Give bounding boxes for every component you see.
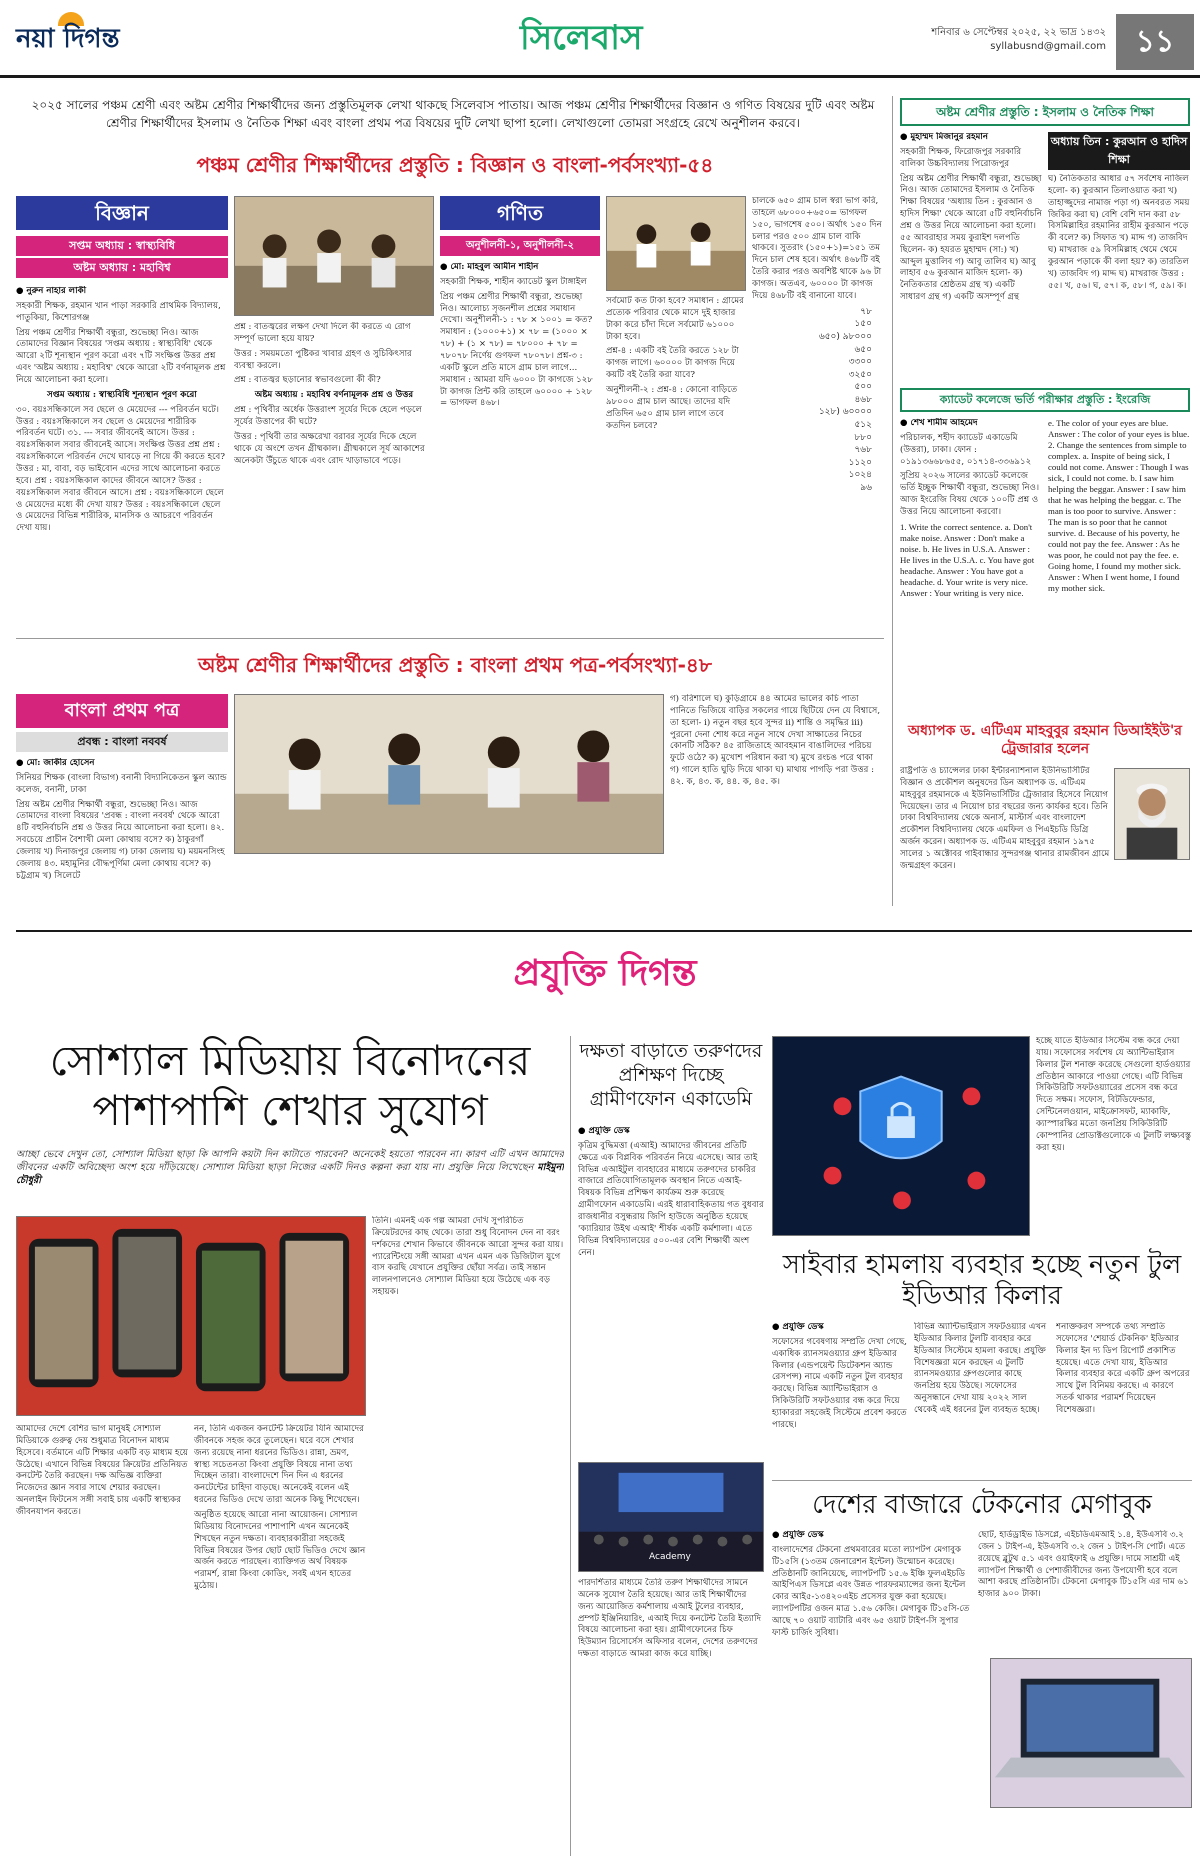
social-media-col1	[16, 1424, 188, 1856]
science-article	[16, 286, 228, 626]
cyber-body-2: বিভিন্ন অ্যান্টিভাইরাস সফটওয়্যার এখন ইডিআর কিলার টুলটি ব্যবহার করে ইডিআর সিস্টেমে হামলা করছে। প্রযুক্তি বিশেষজ্ঞরা মনে করছেন এ টুলটি র‍্যানসমওয়্যার গ্রুপগুলোর কাছে জনপ্রিয় হয়ে উঠছে। সফোসের অনুসন্ধানে দেখা যায় ২০২২ সাল থেকেই এই ধরনের টুল ব্যবহৃত হচ্ছে।	[914, 1322, 1047, 1416]
science-body: প্রিয় পঞ্চম শ্রেণীর শিক্ষার্থী বন্ধুরা, শুভেচ্ছা নিও। আজ তোমাদের বিজ্ঞান বিষয়ের 'সপ্তম অধ্যায় : স্বাস্থ্যবিধি' থেকে আরো ২টি শূন্যস্থান পূরণ করো এবং ৭টি সংক্ষিপ্ত উত্তর প্রশ্ন এবং 'অষ্টম অধ্যায় : মহাবিশ্ব' থেকে আরো ২টি বর্ণনামূলক প্রশ্ন নিয়ে আলোচনা করা হলো।	[16, 327, 226, 386]
gp-academy-headline: দক্ষতা বাড়াতে তরুণদের প্রশিক্ষণ দিচ্ছে গ্রামীণফোন একাডেমি	[579, 1040, 763, 1110]
islam-author-desc: সহকারী শিক্ষক, ফিরোজপুর সরকারি বালিকা উচ্চবিদ্যালয় পিরোজপুর	[900, 146, 1022, 169]
tecno-body: বাংলাদেশের টেকনো প্রথমবারের মতো ল্যাপটপ মেগাবুক টি১৫সি (১৩তম জেনারেশন ইন্টেল) উন্মোচন করেছে। প্রতিষ্ঠানটি জানিয়েছে, ল্যাপটপটি ১৫.৬ ইঞ্চি ফুলএইচডি আইপিএস ডিসপ্লে এবং উন্নত পারফরম্যান্সের জন্য ইন্টেল কোর আই৫-১৩৪২০এইচ প্রসেসর যুক্ত করা হয়েছে। ল্যাপটপটির ওজন মাত্র ১.৫৬ কেজি। মেগাবুক টি১৫সি-তে আছে ৭০ ওয়াট ব্যাটারি এবং ৬৫ ওয়াট টাইপ-সি সুপার ফাস্ট চার্জিং সুবিধা।	[772, 1544, 970, 1638]
treasurer-portrait	[1114, 768, 1190, 860]
gp-body: কৃত্রিম বুদ্ধিমত্তা (এআই) আমাদের জীবনের প্রতিটি ক্ষেত্রে এক বিপ্লবিক পরিবর্তন নিয়ে এসেছে। আর তাই বিভিন্ন এআইটুল ব্যবহারের মাধ্যমে তরুণদের চাকরির বাজারে প্রতিযোগিতামূলক অবস্থান নিতে এআই-বিষয়ক বিভিন্ন প্রশিক্ষণ কার্যক্রম শুরু করেছে গ্রামীণফোন একাডেমি। এরই ধারাবাহিকতায় গত বুধবার রাজধানীর বসুন্ধরায় জিপি হাউজে অনুষ্ঠিত হয়েছে 'ক্যারিয়ার উইথ এআই' শীর্ষক একটি কর্মশালা। এতে বিভিন্ন বিশ্ববিদ্যালয়ের ৫০০-এর বেশি শিক্ষার্থী অংশ নেন।	[578, 1140, 764, 1258]
page-number: ১১	[1116, 14, 1194, 70]
english-q2: e. The color of your eyes are blue. Answer : The color of your eyes is blue. 2. Change the sentences from simple to complex. a. Inspite of being sick, I could not come. Answer : Though I was sick, I could not come. b. I saw him helping the beggar. Answer : I saw him that he was helping the beggar. c. The man is too poor to survive. Answer : The man is so poor that he cannot survive. d. Because of his poverty, he could not pay the fee. Answer : As he was poor, he could not pay the fee. e. Going home, I found my mother sick. Answer : When I went home, I found my mother sick.	[1048, 418, 1190, 593]
cyber-body-3: শনাক্তকরণ সম্পর্কে তথ্য সম্প্রতি সফোসের 'শেয়ার্ড টেকনিক' ইডিআর কিলার ইন দ্য ডিপ রিপোর্ট প্রকাশিত হয়েছে। এতে দেখা যায়, ইডিআর কিলার ব্যবহার করে একটি গ্রুপ অপরের সাথে টুল বিনিময় করছে। এ কারণে সতর্ক থাকার পরামর্শ দিয়েছেন বিশেষজ্ঞরা।	[1056, 1322, 1190, 1416]
classroom-photo-illustration	[235, 197, 433, 315]
masthead	[0, 0, 1200, 78]
islam-title: অষ্টম শ্রেণীর প্রস্তুতি : ইসলাম ও নৈতিক শিক্ষা	[900, 98, 1190, 126]
cyber-article	[772, 1322, 908, 1474]
shield-lock-icon	[773, 1037, 1029, 1235]
science-author-desc: সহকারী শিক্ষক, রহমান খান পাড়া সরকারি প্রাথমিক বিদ্যালয়, পাতুকিয়া, কিশোরগঞ্জ	[16, 300, 221, 323]
cyber-body: সফোসের গবেষণায় সম্প্রতি দেখা গেছে, একাধিক র‍্যানসমওয়্যার গ্রুপ ইডিআর কিলার (এন্ডপয়েন্ট ডিটেকশন অ্যান্ড রেসপন্স) নামে একটি নতুন টুল ব্যবহার করছে। বিভিন্ন অ্যান্টিভাইরাস ও সিকিউরিটি সফটওয়্যার বন্ধ করে দিয়ে হ্যাকাররা সহজেই সিস্টেমে প্রবেশ করতে পারছে।	[772, 1336, 908, 1430]
islam-side: ঘ) নৈতিকতার আধার ৫৭ সর্বশেষ নাজিল হলো- ক) কুরআন তিলাওয়াত করা খ) তাহাজ্জুদের নামাজ পড়া গ) অনবরত সময় জিকির করা ঘ) বেশি বেশি দান করা ৫৮ বিসমিল্লাহির রহমানির রাহীম কুরআন পড়ে কী বলে? ক) সিফাত খ) মাদ্দ গ) তাজবিদ ঘ) মাখরাজ ৫৯ বিসমিল্লাহ থেমে থেমে কুরআন পড়াকে কী বলা হয়? ক) তারতিল খ) তাজবিদ গ) মাদ্দ ঘ) মাখরাজ উত্তর : ৫৫। খ, ৫৬। ঘ, ৫৭। ক, ৫৮। গ, ৫৯। ক।	[1048, 174, 1190, 291]
social-media-author: মাইমুনা চৌধুরী	[16, 1162, 564, 1187]
science-chapter-8: অষ্টম অধ্যায় : মহাবিশ্ব	[16, 258, 228, 278]
science-chapter-7: সপ্তম অধ্যায় : স্বাস্থ্যবিধি	[16, 236, 228, 256]
gp-academy-article	[578, 1126, 764, 1456]
cyber-headline: সাইবার হামলায় ব্যবহার হচ্ছে নতুন টুল ইডিআর কিলার	[782, 1250, 1182, 1312]
laptop-photo	[990, 1658, 1192, 1808]
english-title: ক্যাডেট কলেজে ভর্তি পরীক্ষার প্রস্তুতি : ইংরেজি	[900, 388, 1190, 412]
class8-bangla-title: অষ্টম শ্রেণীর শিক্ষার্থীদের প্রস্তুতি : বাংলা প্রথম পত্র-পর্বসংখ্যা-৪৮	[198, 653, 712, 677]
science-author: ● নুরুন নাহার লাকী	[16, 286, 87, 296]
intro-text: ২০২৫ সালের পঞ্চম শ্রেণী এবং অষ্টম শ্রেণীর শিক্ষার্থীদের জন্য প্রস্তুতিমূলক লেখা থাকছে সিলেবাস পাতায়। আজ পঞ্চম শ্রেণীর শিক্ষার্থীদের বিজ্ঞান ও গণিত বিষয়ের দুটি এবং অষ্টম শ্রেণীর শিক্ষার্থীদের ইসলাম ও নৈতিক শিক্ষা এবং বাংলা প্রথম পত্র বিষয়ের দুটি লেখা ছাপা হলো। লেখাগুলো তোমরা সংগ্রহে রেখে অনুশীলন করবে।	[31, 98, 875, 130]
bangla-author-desc: সিনিয়র শিক্ষক (বাংলা বিভাগ) বনানী বিদ্যানিকেতন স্কুল অ্যান্ড কলেজ, বনানী, ঢাকা	[16, 772, 227, 795]
bangla-body: প্রিয় অষ্টম শ্রেণীর শিক্ষার্থী বন্ধুরা, শুভেচ্ছা নিও। আজ তোমাদের বাংলা বিষয়ের 'প্রবন্ধ : বাংলা নববর্ষ' থেকে আরো ৪টি বহুনির্বাচনি প্রশ্ন ও উত্তর নিয়ে আলোচনা করা হলো। ৪২. সবচেয়ে প্রাচীন বৈশাখী মেলা কোথায় বসে? ক) ঠাকুরগাঁ জেলায় খ) দিনাজপুর জেলায় গ) ঢাকা জেলায় ঘ) ময়মনসিংহ জেলায় ৪৩. মহামুনির বৌদ্ধপূর্ণিমা মেলা কোথায় বসে? ক) চট্টগ্রাম খ) সিলেটে	[16, 799, 225, 881]
bangla-article	[16, 758, 228, 906]
english-body: সুপ্রিয় ২০২৬ সালের ক্যাডেট কলেজে ভর্তি ইচ্ছুক শিক্ষার্থী বন্ধুরা, শুভেচ্ছা নিও। আজ ইংরেজি বিষয় থেকে ১০০টি প্রশ্ন ও উত্তর নিয়ে আলোচনা করবো।	[900, 471, 1040, 518]
bangla-author: ● মো: জাকীর হোসেন	[16, 758, 95, 768]
bangla-label: বাংলা প্রথম পত্র	[16, 694, 228, 728]
social-media-body-4: অনুষ্ঠিত হয়েছে আরো নানা আয়োজন। সোশ্যাল মিডিয়ায় বিনোদনের পাশাপাশি এখন অনেকেই শিখছেন নতুন দক্ষতা। ব্যবহারকারীরা সহজেই বিভিন্ন বিষয়ের উপর ছোট ছোট ভিডিও দেখে জ্ঞান অর্জন করতে পারছেন। ব্যাক্তিগত অর্থ বিষয়ক পরামর্শ, রান্না কিংবা কোডিং, সবই এখন হাতের মুঠোয়।	[194, 1510, 366, 1592]
english-article	[900, 418, 1042, 714]
diu-title: অধ্যাপক ড. এটিএম মাহবুবুর রহমান ডিআইইউ'র ট্রেজারার হলেন	[908, 723, 1182, 758]
tecno-headline: দেশের বাজারে টেকনোর মেগাবুক	[812, 1490, 1152, 1520]
bangla-side: গ) বরিশালে ঘ) কুড়িগ্রামে ৪৪ আমের ভালের কচি পাতা পানিতে ভিজিয়ে বাড়ির সকলের গায়ে ছিটিয়ে দেন যে বিশ্বাসে, তা হলো- i) নতুন বছর হবে সুন্দর ii) শান্তি ও সমৃদ্ধির iii) পুরনো দেনা শোধ করে নতুন সাথে দেখা সাক্ষাতের নিচের কোনটি সঠিক? ৪৫ রাজিতাহে আবহমান বাঙালিদের পরিচয় ফুটে ওঠে? ক) মুখোশ পরিধান করা খ) মুখে রংচঙ পরে থাকা গ) গালে হাতি ঘুড়ি দিয়ে থাকা ঘ) মাথায় পাগড়ি পরা উত্তর : ৪২. ক, ৪৩. ক, ৪৪. ক, ৪৫. ক।	[670, 694, 881, 788]
portrait-illustration	[1115, 769, 1189, 859]
exam-hall-illustration	[235, 695, 663, 853]
english-author-desc: পরিচালক, শহীদ ক্যাডেট একাডেমি (উত্তরা), ঢাকা। ফোন : ০১৯১৩৬৬৮৬৫৫, ০১৭১৪-৩৩৬৯১২	[900, 432, 1032, 467]
cyber-byline: ● প্রযুক্তি ডেস্ক	[772, 1322, 824, 1332]
science-label: বিজ্ঞান	[16, 196, 228, 230]
issue-date: শনিবার ৬ সেপ্টেম্বর ২০২৫, ২২ ভাদ্র ১৪৩২	[931, 27, 1106, 38]
smartphones-illustration	[17, 1217, 365, 1415]
math-exercise: অনুশীলনী-১, অনুশীলনী-২	[440, 236, 600, 256]
islam-body: প্রিয় অষ্টম শ্রেণীর শিক্ষার্থী বন্ধুরা, শুভেচ্ছা নিও। আজ তোমাদের ইসলাম ও নৈতিক শিক্ষা বিষয়ের 'অধ্যায় তিন : কুরআন ও হাদিস শিক্ষা' থেকে আরো ৫টি বহুনির্বাচনি প্রশ্ন ও উত্তর নিয়ে আলোচনা করা হলো। ৫৫ আবরাহার সময় কুরাইশ দলপতি ছিলেন- ক) হযরত মুহাম্মদ (সা:) খ) আব্দুল মুত্তালিব গ) আবু তালিব ঘ) আবু লাহাব ৫৬ কুরআন মাজিদ হলো- ক) নৈতিকতার শ্রেষ্ঠতম গ্রন্থ খ) একটি সাধারণ গ্রন্থ গ) একটি অসম্পূর্ণ গ্রন্থ	[900, 173, 1042, 303]
gp-photo-caption: Academy	[649, 1552, 691, 1562]
social-media-intro-text: আচ্ছা ভেবে দেখুন তো, সোশ্যাল মিডিয়া ছাড়া কি আপনি কয়টা দিন কাটাতে পারবেন? অনেকেই হয়তো পারবেন না। কারণ এটি এখন আমাদের জীবনের একটি অবিচ্ছেদ্য অংশ হয়ে দাঁড়িয়েছে। সোশ্যাল মিডিয়া ছাড়া নিজের একটি দিনও কল্পনা করা যায় না। প্রযুক্তি নিয়ে লিখেছেন	[16, 1149, 564, 1174]
tecno-body-2: ছোট, হার্ডড্রাইভ ডিসপ্লে, এইচডিএমআই ১.৪, ইউএসবি ৩.২ জেন ১ টাইপ-এ, ইউএসবি ৩.২ জেন ১ টাইপ-সি পোর্ট। এতে রয়েছে ব্লুটুথ ৫.১ এবং ওয়াইফাই ৬ প্রযুক্তি। দামে সাশ্রয়ী এই ল্যাপটপ শিক্ষার্থী ও পেশাজীবীদের জন্য উপযোগী হবে বলে আশা করছে প্রতিষ্ঠানটি। টেকনো মেগাবুক টি১৫সি এর দাম ৬১ হাজার ৯০০ টাকা।	[978, 1530, 1189, 1600]
gp-event-photo	[578, 1462, 764, 1572]
math-label: গণিত	[440, 196, 600, 230]
tecno-article	[772, 1530, 972, 1856]
diu-body: রাষ্ট্রপতি ও চ্যান্সেলর ঢাকা ইন্টারন্যাশনাল ইউনিভার্সিটির বিজ্ঞান ও প্রকৌশল অনুষদের ডিন অধ্যাপক ড. এটিএম মাহবুবুর রহমানকে এ ইউনিভার্সিটির ট্রেজারার হিসেবে নিয়োগ দিয়েছেন। তার এ নিয়োগ চার বছরের জন্য কার্যকর হবে। তিনি ঢাকা বিশ্ববিদ্যালয় থেকে অনার্স, মাস্টার্স এবং বাংলাদেশ প্রকৌশল বিশ্ববিদ্যালয় থেকে এমফিল ও পিএইচডি ডিগ্রি অর্জন করেন। অধ্যাপক ড. এটিএম মাহবুবুর রহমান ১৯৭৫ সালের ১ অক্টোবর গাইবান্ধার সুন্দরগঞ্জ থানার রামজীবন গ্রামে জন্মগ্রহণ করেন।	[900, 766, 1110, 871]
math-long-division: ৭৮ ১৫০ ৬৫০) ৯৮০০০ ৬৫০ ৩৩০০ ৩২৫০ ৫০০ ৪৬৮ ১২৮) ৬০০০০ ৫১২ ৮৮০ ৭৬৮ ১১২০ ১০২৪ ৯৬	[818, 306, 872, 494]
exam-hall-photo	[234, 694, 664, 854]
tech-col-divider	[570, 1036, 571, 1856]
science-q-heading: সপ্তম অধ্যায় : স্বাস্থ্যবিধি শূন্যস্থান পূরণ করো	[47, 389, 197, 400]
social-media-body-1: আমাদের দেশে বেশির ভাগ মানুষই সোশ্যাল মিডিয়াকে গুরুত্ব দেয় শুধুমাত্র বিনোদন মাধ্যম হিসেবে। বর্তমানে এটি শিক্ষার একটি বড় মাধ্যম হয়ে উঠেছে। এখানে বিভিন্ন বিষয়ের ক্রিয়েটর প্রতিনিয়ত কনটেন্ট তৈরি করছেন। দক্ষ অভিজ্ঞ ব্যক্তিরা নিজেদের জ্ঞান সবার সাথে শেয়ার করছেন। অনলাইন ফিটনেস সঙ্গী সবাই চায় একটি স্বাস্থ্যকর জীবনযাপন করতে।	[16, 1424, 188, 1518]
math-author: ● মো: মাহবুল আমীন শাহীন	[440, 262, 539, 272]
math-body: প্রিয় পঞ্চম শ্রেণীর শিক্ষার্থী বন্ধুরা, শুভেচ্ছা নিও। আলোচ্য সৃজনশীল প্রশ্নের সমাধান দেখো। অনুশীলনী-১ : ৭৮ × ১০০১ = কত? সমাধান : (১০০০+১) × ৭৮ = (১০০০ × ৭৮) + (১ × ৭৮) = ৭৮০০০ + ৭৮ = ৭৮০৭৮ নির্ণেয় গুণফল ৭৮০৭৮। প্রশ্ন-৩ : একটি স্কুলে প্রতি মাসে গ্রাম চাল লাগে... সমাধান : আমরা যদি ৬০০০ টা কাগজে ১২৮ টা কাগজ প্রিন্ট করি তাহলে ৬০০০০ ÷ ১২৮ = ভাগফল ৪৬৮।	[440, 291, 593, 409]
math-author-desc: সহকারী শিক্ষক, শাহীন ক্যাডেট স্কুল টাঙ্গাইল	[440, 276, 587, 287]
gp-body-2: পারদর্শিতার মাধ্যমে তৈরি তরুণ শিক্ষার্থীদের সামনে অনেক সুযোগ তৈরি হয়েছে। আর তাই শিক্ষার্থীদের জন্য আয়োজিত কর্মশালায় এআই টুলের ব্যবহার, প্রম্পট ইঞ্জিনিয়ারিং, এআই দিয়ে কনটেন্ট তৈরি ইত্যাদি বিষয়ে আলোচনা করা হয়। গ্রামীণফোনের চিফ হিউম্যান রিসোর্সেস অফিসার বলেন, দেশের তরুণদের দক্ষতা বাড়াতে আমরা কাজ করে যাচ্ছি।	[578, 1578, 762, 1660]
gp-byline: ● প্রযুক্তি ডেস্ক	[578, 1126, 630, 1136]
social-media-headline: সোশ্যাল মিডিয়ায় বিনোদনের পাশাপাশি শেখার সুযোগ	[49, 1036, 531, 1136]
section-title: সিলেবাস	[520, 18, 643, 58]
phones-collage-photo	[16, 1216, 366, 1416]
cyber-top-text: হচ্ছে যাতে ইডিআর সিস্টেম বন্ধ করে দেয়া যায়। সফোসের সর্বশেষ যে অ্যান্টিভাইরাস কিলার টুল শনাক্ত করেছে সেগুলো হার্ডওয়্যার প্রতিষ্ঠান আকারে পাওয়া গেছে। এটি বিভিন্ন সিকিউরিটি সফটওয়্যারের প্রসেস বন্ধ করে দিতে সক্ষম। সফোস, বিটডিফেন্ডার, সেন্টিনেলওয়ান, মাইক্রোসফট, ম্যাকাফি, ক্যাস্পারস্কির মতো জনপ্রিয় সিকিউরিটি কোম্পানির প্রোডাক্টগুলোকে এ টুলটি লক্ষ্যবস্তু করা হয়।	[1036, 1036, 1192, 1153]
column-divider	[892, 96, 893, 906]
section-divider-1	[16, 638, 884, 639]
newspaper-logo: নয়া দিগন্ত	[16, 24, 120, 54]
math-solution: সর্বমোট কত টাকা হবে? সমাধান : গ্রামের প্রত্যেক পরিবার থেকে মাসে দুই হাজার টাকা করে চাঁদা দিলে সর্বমোট ৬১০০০ টাকা হবে। প্রশ্ন-৪ : একটি বই তৈরি করতে ১২৮ টা কাগজ লাগে। ৬০০০০ টা কাগজ দিয়ে কয়টি বই তৈরি করা যাবে? অনুশীলনী-২ : প্রশ্ন-৪ : কোনো বাড়িতে ৯৮০০০ গ্রাম চাল আছে। তাদের যদি প্রতিদিন ৬৫০ গ্রাম চাল লাগে তবে কতদিন চলবে?	[606, 296, 744, 431]
islam-article	[900, 132, 1042, 382]
islam-author: ● মুহাম্মদ মিজানুর রহমান	[900, 132, 989, 142]
islam-chapter: অধ্যায় তিন : কুরআন ও হাদিস শিক্ষা	[1048, 132, 1190, 170]
science-answers: প্রশ্ন : বাতজ্বরের লক্ষণ দেখা দিলে কী করতে এ রোগ সম্পূর্ণ ভালো হয়ে যায়? উত্তর : সময়মতো পুষ্টিকর খাবার গ্রহণ ও সুচিকিৎসার ব্যবস্থা করলে। প্রশ্ন : বাতজ্বর ছড়ানোর স্বভাবগুলো কী কী? অষ্টম অধ্যায় : মহাবিশ্ব বর্ণনামূলক প্রশ্ন ও উত্তর প্রশ্ন : পৃথিবীর অর্ধেক উত্তরাংশ সূর্যের দিকে হেলে পড়লে সূর্যের উত্তাপের কী ঘটে? উত্তর : পৃথিবী তার অক্ষরেখা বরাবর সূর্যের দিকে হেলে থাকে যে অংশে তখন গ্রীষ্মকাল। গ্রীষ্মকালে সূর্য আকাশের অনেকটা উঁচুতে থাকে এবং রোদ খাড়াভাবে পড়ে।	[234, 322, 425, 466]
math-article	[440, 262, 600, 626]
math-photo	[606, 196, 746, 291]
students-writing-illustration	[607, 197, 745, 290]
social-media-body-2: নন, তিনি একজন কনটেন্ট ক্রিয়েটর যিনি আমাদের জীবনকে সহজ করে তুলেছেন। ঘরে বসে শেখার জন্য রয়েছে নানা ধরনের ভিডিও। রান্না, ভ্রমণ, স্বাস্থ্য সচেতনতা কিংবা প্রযুক্তি বিষয়ে নানা তথ্য দিচ্ছেন তারা। বাংলাদেশে দিন দিন এ ধরনের কনটেন্টের চাহিদা বাড়ছে। অনেকেই বলেন এই ধরনের ভিডিও দেখে তারা অনেক কিছু শিখেছেন।	[194, 1424, 364, 1506]
contact-email: syllabusnd@gmail.com	[990, 40, 1106, 52]
social-media-col2	[194, 1424, 366, 1856]
math-side-body: চালকে ৬৫০ গ্রাম চাল স্বরা ভাগ করি, তাহলে ৬৮০০০÷৬৫০= ভাগফল ১৫০, ভাগশেষ ৫০০। অর্থাৎ ১৫০ দিন চলার পরও ৫০০ গ্রাম চাল বাকি থাকবে। সুতরাং (১৫০+১)=১৫১ তম দিনে চাল শেষ হবে। অর্থাৎ ৪৬৮টি বই তৈরি করার পরও অবশিষ্ট থাকে ৯৬ টা কাগজ। অতএব, ৬০০০০ টা কাগজ দিয়ে ৪৬৮টি বই বানানো যাবে।	[752, 196, 882, 301]
class5-title: পঞ্চম শ্রেণীর শিক্ষার্থীদের প্রস্তুতি : বিজ্ঞান ও বাংলা-পর্বসংখ্যা-৫৪	[196, 153, 714, 177]
laptop-illustration	[991, 1659, 1191, 1807]
cyber-security-photo	[772, 1036, 1030, 1236]
masthead-date	[906, 26, 1106, 53]
tecno-byline: ● প্রযুক্তি ডেস্ক	[772, 1530, 824, 1540]
students-exam-photo	[234, 196, 434, 316]
bangla-sub: প্রবন্ধ : বাংলা নববর্ষ	[16, 732, 228, 752]
tech-divider	[16, 930, 1192, 932]
english-author: ● শেখ শামীম আহমেদ	[900, 418, 978, 428]
math-workings	[752, 196, 882, 626]
social-media-col3: তিনি। এমনই এক গল্প আমরা দেখি সুপরিচিত ক্রিয়েটরদের কাছ থেকে। তারা শুধু বিনোদন দেন না বরং দর্শকদের শেখান কিভাবে জীবনকে আরো সুন্দর করা যায়। প্যারেন্টিংয়ে সঙ্গী আমরা এখন এমন এক ডিজিটাল যুগে বাস করছি যেখানে প্রযুক্তির ছোঁয়া সর্বত্র। তাই সন্তান লালনপালনেও সোশ্যাল মিডিয়া হয়ে উঠেছে এক বড় সহায়ক।	[372, 1216, 564, 1298]
english-q1: 1. Write the correct sentence. a. Don't make noise. Answer : Don't make a noise. b. He lives in U.S.A. Answer : He lives in the U.S.A. c. You have got headache. Answer : You have got a headache. d. Your write is very nice. Answer : Your writing is very nice.	[900, 521, 1035, 598]
social-media-intro	[16, 1148, 564, 1208]
tecno-divider	[772, 1480, 1192, 1481]
tech-section-title: প্রযুক্তি দিগন্ত	[513, 953, 697, 994]
science-questions: ৩০. বয়ঃসন্ধিকালে সব ছেলে ও মেয়েদের --- পরিবর্তন ঘটে। উত্তর : বয়ঃসন্ধিকালে সব ছেলে ও মেয়েদের শারীরিক পরিবর্তন ঘটে। ৩১. --- সবার জীবনেই আসে। উত্তর : বয়ঃসন্ধিকাল সবার জীবনেই আসে। সংক্ষিপ্ত উত্তর প্রশ্ন প্রশ্ন : বয়ঃসন্ধিকালে পরিবর্তন দেখে ঘাবড়ে না গিয়ে কী করতে হবে? উত্তর : মা, বাবা, বড় ভাইবোন এদের সাথে আলোচনা করতে হবে। প্রশ্ন : বয়ঃসন্ধিকাল কাদের জীবনে আসে? উত্তর : বয়ঃসন্ধিকাল সবার জীবনে আসে। প্রশ্ন : বয়ঃসন্ধিকালে ছেলে ও মেয়েদের মধ্যে কী দেখা যায়? উত্তর : বয়ঃসন্ধিকালে ছেলে ও মেয়েদের বিভিন্ন শারীরিক, মানসিক ও আচরণে পরিবর্তন দেখা যায়।	[16, 404, 225, 534]
